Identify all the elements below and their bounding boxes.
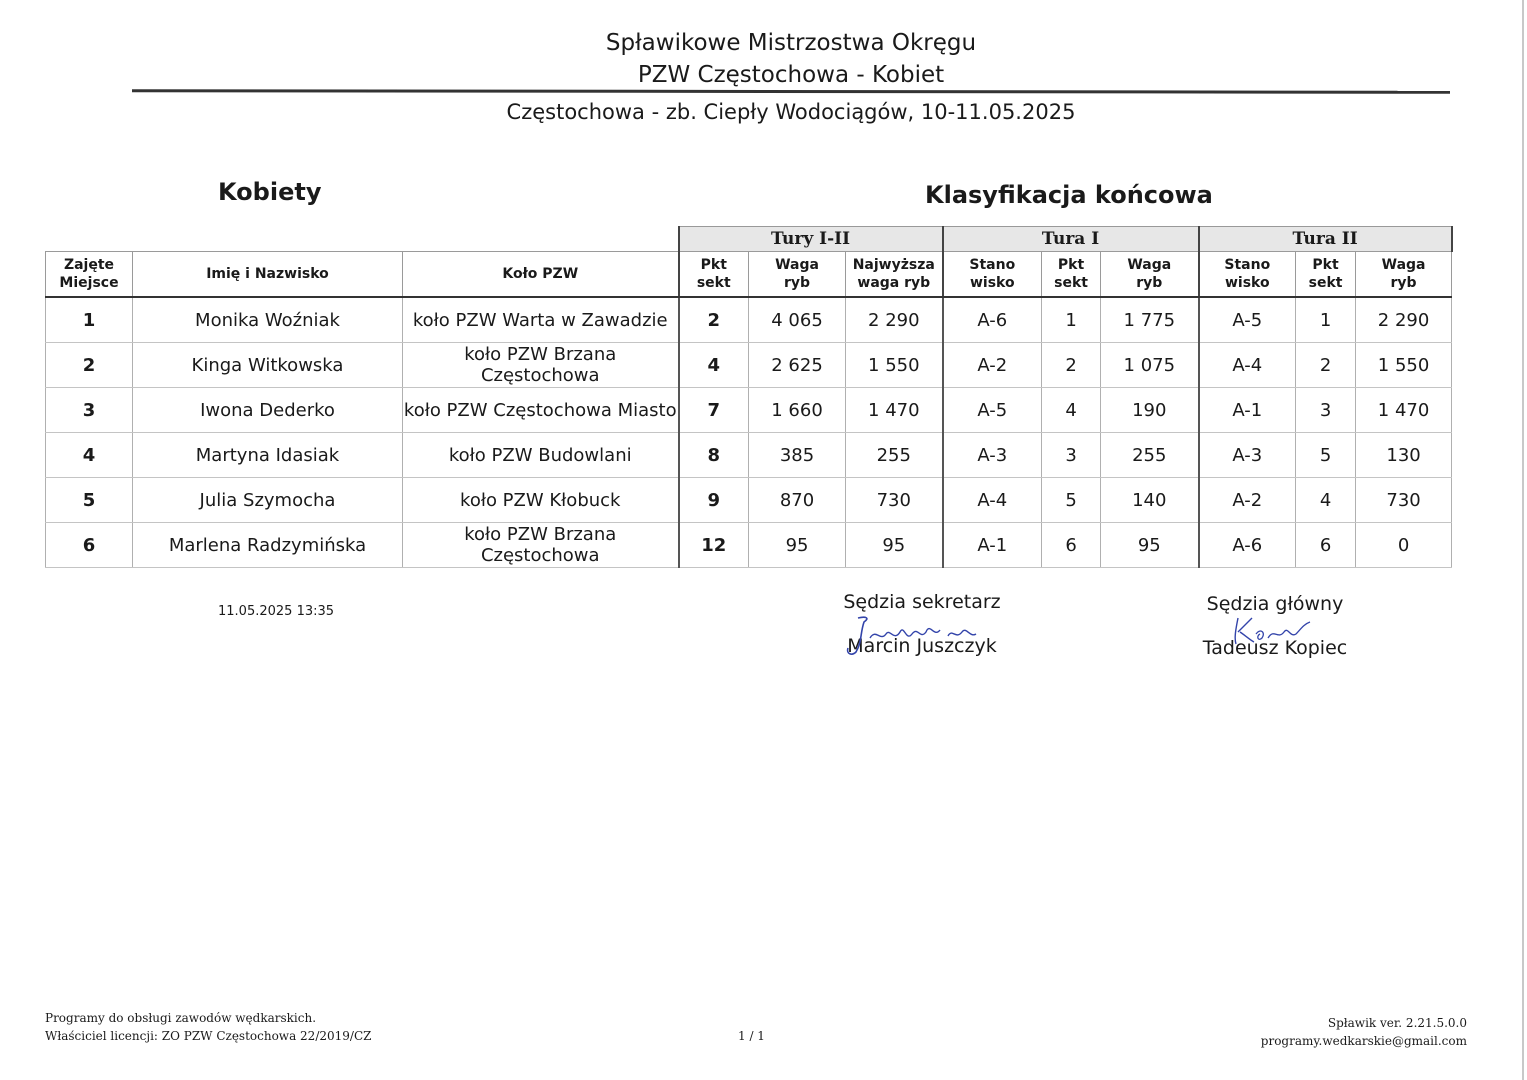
cell-club: koło PZW Kłobuck <box>403 478 679 523</box>
title-divider <box>132 89 1450 94</box>
cell-r2-pkt: 3 <box>1296 388 1356 433</box>
footer-software <box>1261 1014 1467 1050</box>
cell-r1-waga: 1 075 <box>1101 343 1199 388</box>
col-header-place-l2: Miejsce <box>59 275 119 291</box>
cell-r2-stano: A-4 <box>1199 343 1296 388</box>
col-header-club: Koło PZW <box>403 252 679 298</box>
col-header-waga-l2: ryb <box>1136 275 1163 291</box>
cell-place: 3 <box>46 388 133 433</box>
footer-right-line1: Spławik ver. 2.21.5.0.0 <box>1327 1016 1467 1030</box>
cell-max: 255 <box>846 433 943 478</box>
col-header-pkt-l1: Pkt <box>1057 257 1085 273</box>
col-header-stano-l2: wisko <box>1224 275 1270 291</box>
table-row <box>46 523 1452 568</box>
secretary-signature-block <box>822 590 1022 658</box>
cell-place: 4 <box>46 433 133 478</box>
cell-r1-pkt: 6 <box>1042 523 1101 568</box>
page-number: 1 / 1 <box>738 1029 765 1043</box>
footer-right-line2: programy.wedkarskie@gmail.com <box>1260 1034 1467 1048</box>
cell-max: 730 <box>846 478 943 523</box>
cell-r2-stano: A-1 <box>1199 388 1296 433</box>
cell-r1-pkt: 1 <box>1042 297 1101 343</box>
cell-pkt: 9 <box>679 478 749 523</box>
cell-r2-stano: A-6 <box>1199 523 1296 568</box>
cell-r1-waga: 1 775 <box>1101 297 1199 343</box>
cell-r1-stano: A-3 <box>943 433 1042 478</box>
group-header-round1: Tura I <box>943 227 1199 252</box>
classification-title: Klasyfikacja końcowa <box>925 181 1213 209</box>
scan-edge <box>1522 0 1524 1080</box>
col-header-pkt-l1: Pkt <box>700 257 727 273</box>
table-row <box>46 297 1452 343</box>
cell-pkt: 2 <box>679 297 749 343</box>
col-header-waga-l1: Waga <box>1127 257 1172 273</box>
document-title-line2: PZW Częstochowa - Kobiet <box>637 62 945 88</box>
cell-r2-pkt: 2 <box>1296 343 1356 388</box>
cell-club: koło PZW Warta w Zawadzie <box>403 297 679 343</box>
col-header-r2-waga <box>1356 252 1452 298</box>
col-header-r2-stano <box>1199 252 1296 298</box>
table-row <box>46 478 1452 523</box>
col-header-stano-l1: Stano <box>1224 257 1271 273</box>
cell-r1-pkt: 2 <box>1042 343 1101 388</box>
cell-max: 1 550 <box>846 343 943 388</box>
col-header-r1-pkt <box>1042 252 1101 298</box>
col-header-waga-l2: ryb <box>1390 275 1417 291</box>
cell-max: 1 470 <box>846 388 943 433</box>
footer-left-line2: Właściciel licencji: ZO PZW Częstochowa 22/2019/CZ <box>45 1029 372 1043</box>
col-header-place-l1: Zajęte <box>63 257 115 273</box>
col-header-r2-pkt <box>1296 252 1356 298</box>
footer-license <box>45 1009 371 1045</box>
cell-r1-waga: 95 <box>1101 523 1199 568</box>
cell-place: 6 <box>46 523 133 568</box>
table-row <box>46 388 1452 433</box>
cell-max: 95 <box>846 523 943 568</box>
results-table <box>45 226 1453 568</box>
print-timestamp: 11.05.2025 13:35 <box>218 604 335 619</box>
cell-r2-waga: 1 550 <box>1356 343 1452 388</box>
column-header-row <box>46 252 1452 298</box>
cell-r1-waga: 190 <box>1101 388 1199 433</box>
cell-r2-stano: A-2 <box>1199 478 1296 523</box>
cell-r1-pkt: 3 <box>1042 433 1101 478</box>
cell-waga: 4 065 <box>749 297 846 343</box>
cell-r2-pkt: 6 <box>1296 523 1356 568</box>
cell-pkt: 7 <box>679 388 749 433</box>
cell-max: 2 290 <box>846 297 943 343</box>
group-header-spacer <box>46 227 679 252</box>
col-header-name: Imię i Nazwisko <box>133 252 403 298</box>
col-header-pkt-l2: sekt <box>1054 275 1088 291</box>
col-header-stano-l2: wisko <box>969 275 1015 291</box>
group-header-round2: Tura II <box>1199 227 1452 252</box>
cell-r1-stano: A-1 <box>943 523 1042 568</box>
cell-name: Monika Woźniak <box>133 297 403 343</box>
chief-judge-role: Sędzia główny <box>1206 593 1344 615</box>
col-header-max-l1: Najwyższa <box>852 257 935 273</box>
cell-r1-stano: A-4 <box>943 478 1042 523</box>
cell-pkt: 12 <box>679 523 749 568</box>
col-header-waga-l2: ryb <box>783 275 811 291</box>
col-header-waga-l1: Waga <box>775 257 819 273</box>
cell-r2-stano: A-5 <box>1199 297 1296 343</box>
col-header-place <box>46 252 133 298</box>
cell-r2-stano: A-3 <box>1199 433 1296 478</box>
cell-r2-waga: 130 <box>1356 433 1452 478</box>
cell-waga: 95 <box>749 523 846 568</box>
col-header-pkt-total <box>679 252 749 298</box>
cell-waga: 1 660 <box>749 388 846 433</box>
cell-pkt: 8 <box>679 433 749 478</box>
col-header-r1-stano <box>943 252 1042 298</box>
cell-club: koło PZW Brzana Częstochowa <box>403 523 679 568</box>
cell-r2-pkt: 4 <box>1296 478 1356 523</box>
category-title: Kobiety <box>218 178 322 206</box>
cell-place: 2 <box>46 343 133 388</box>
cell-place: 5 <box>46 478 133 523</box>
secretary-name: Marcin Juszczyk <box>847 635 997 657</box>
col-header-r1-waga <box>1101 252 1199 298</box>
cell-name: Marlena Radzymińska <box>133 523 403 568</box>
cell-pkt: 4 <box>679 343 749 388</box>
cell-r2-pkt: 1 <box>1296 297 1356 343</box>
cell-r1-stano: A-6 <box>943 297 1042 343</box>
cell-waga: 870 <box>749 478 846 523</box>
cell-r2-waga: 2 290 <box>1356 297 1452 343</box>
col-header-stano-l1: Stano <box>969 257 1016 273</box>
cell-club: koło PZW Częstochowa Miasto <box>403 388 679 433</box>
cell-waga: 385 <box>749 433 846 478</box>
cell-name: Julia Szymocha <box>133 478 403 523</box>
group-header-row <box>46 227 1452 252</box>
document-title-line1: Spławikowe Mistrzostwa Okręgu <box>605 30 977 56</box>
table-row <box>46 433 1452 478</box>
cell-r1-pkt: 5 <box>1042 478 1101 523</box>
col-header-pkt-l1: Pkt <box>1312 257 1339 273</box>
group-header-total: Tury I-II <box>679 227 943 252</box>
col-header-pkt-l2: sekt <box>1308 275 1343 291</box>
col-header-waga-l1: Waga <box>1381 257 1426 273</box>
col-header-waga-total <box>749 252 846 298</box>
col-header-max-weight <box>846 252 943 298</box>
cell-name: Iwona Dederko <box>133 388 403 433</box>
cell-r1-waga: 255 <box>1101 433 1199 478</box>
cell-name: Martyna Idasiak <box>133 433 403 478</box>
cell-r2-waga: 730 <box>1356 478 1452 523</box>
chief-judge-name: Tadeusz Kopiec <box>1202 637 1348 659</box>
document-subtitle: Częstochowa - zb. Ciepły Wodociągów, 10-11.05.2025 <box>506 100 1076 124</box>
chief-judge-signature-block <box>1185 592 1365 660</box>
cell-r2-pkt: 5 <box>1296 433 1356 478</box>
footer-left-line1: Programy do obsługi zawodów wędkarskich. <box>45 1011 317 1025</box>
col-header-max-l2: waga ryb <box>857 275 931 291</box>
cell-place: 1 <box>46 297 133 343</box>
secretary-role: Sędzia sekretarz <box>843 591 1001 613</box>
cell-name: Kinga Witkowska <box>133 343 403 388</box>
cell-waga: 2 625 <box>749 343 846 388</box>
cell-r1-waga: 140 <box>1101 478 1199 523</box>
table-row <box>46 343 1452 388</box>
cell-club: koło PZW Brzana Częstochowa <box>403 343 679 388</box>
cell-r1-pkt: 4 <box>1042 388 1101 433</box>
cell-r2-waga: 0 <box>1356 523 1452 568</box>
cell-r1-stano: A-2 <box>943 343 1042 388</box>
col-header-pkt-l2: sekt <box>696 275 731 291</box>
cell-club: koło PZW Budowlani <box>403 433 679 478</box>
cell-r2-waga: 1 470 <box>1356 388 1452 433</box>
cell-r1-stano: A-5 <box>943 388 1042 433</box>
